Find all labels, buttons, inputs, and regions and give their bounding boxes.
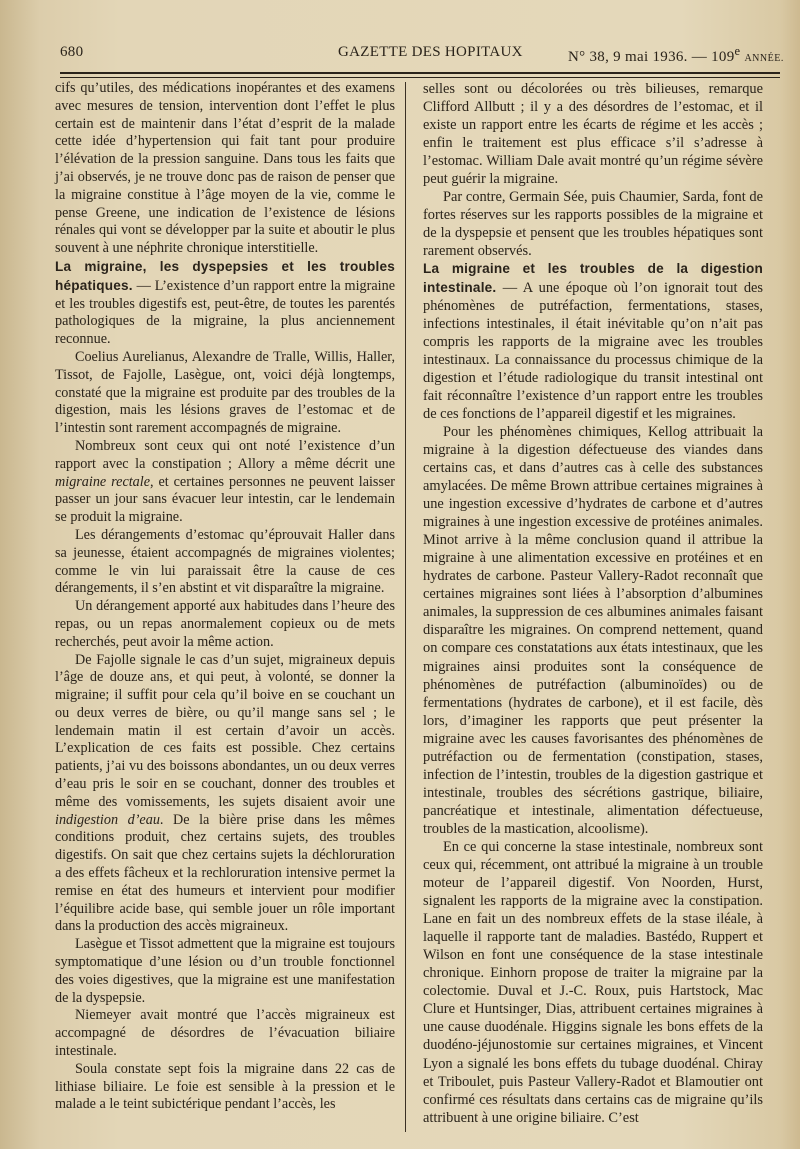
header-rule xyxy=(60,72,780,74)
paragraph: Coelius Aurelianus, Alexandre de Tralle, Willis, Haller, Tissot, de Fajolle, Lasègue, ont, voici déjà longtemps, constaté que la migraine est produite par des troubles de la digestion, mais les lésions graves de l’estomac et de l’intestin sont rarement accompagnés de migraine. xyxy=(55,348,395,437)
issue-text: N° 38, 9 mai 1936. — 109 xyxy=(568,49,735,65)
page-number: 680 xyxy=(60,44,84,60)
paragraph: En ce qui concerne la stase intestinale, nombreux sont ceux qui, récemment, ont attribué la migraine à un trouble moteur de l’appareil digestif. Von Noorden, Hurst, signalent les rapports de la migraine avec la constipation. Lane en fait un des nombreux effets de la stase iléale, à laquelle il rapporte tant de maladies. Bastédo, Ruppert et Wilson en font une conséquence de la stase intestinale chronique. Einhorn propose de traiter la migraine par la colectomie. Duval et J.-C. Roux, puis Hartstock, Mac Clure et Huntsinger, Dias, attribuent certaines migraines à une cause duodénale. Higgins signale les bons effets de la duodéno-jéjunostomie sur certaines migraines, et Vincent Lyon a signalé les bons effets du tubage duodénal. Chiray et Triboulet, puis Pasteur Vallery-Radot et Blamoutier ont confirmé ces résultats dans certains cas de migraine qu’ils attribuent à une origine biliaire. C’est xyxy=(423,838,763,1126)
italic-text: migraine rectale xyxy=(55,473,151,490)
paragraph: Un dérangement apporté aux habitudes dans l’heure des repas, ou un repas anormalement copieux ou de mets recherchés, peut avoir la même action. xyxy=(55,598,395,650)
paragraph xyxy=(55,652,395,937)
paragraph: cifs qu’utiles, des médications inopérantes et des examens avec mesures de tension, intervention dont l’effet le plus certain est de maintenir dans l’état d’esprit de la malade cette idée d’hypertension qui fait tant pour produire l’élévation de la pression sanguine. Dans tous les faits que j’ai observés, je ne trouve donc pas de raison de penser que la migraine constitue à l’âge moyen de la vie, comme le pense Greene, une indication de l’existence de lésions rénales qui vont se développer par la suite et aboutir le plus souvent à une néphrite chronique interstitielle. xyxy=(55,80,395,257)
right-column xyxy=(423,80,763,1127)
section-title: La migraine et les troubles de la digestion intestinale. xyxy=(423,261,763,295)
paragraph: Les dérangements d’estomac qu’éprouvait Haller dans sa jeunesse, étaient accompagnés de migraines violentes; comme le vin lui paraissait être la cause de ces dérangements, il s’en abstint et vit disparaître la migraine. xyxy=(55,526,395,597)
page-header xyxy=(60,44,785,66)
paragraph: selles sont ou décolorées ou très bilieuses, remarque Clifford Allbutt ; il y a des désordres de l’estomac, et il existe un rapport entre les écarts de régime et les accès ; enfin le traitement est plus efficace s’il s’adresse à l’estomac. William Dale avait montré qu’un régime sévère peut guérir la migraine. xyxy=(423,81,763,188)
header-rule-thin xyxy=(60,77,780,78)
section-body: — L’existence d’un rapport entre la migraine et les troubles digestifs est, peut-être, de toutes les parentés pathologiques de la migraine, la plus anciennement reconnue. xyxy=(55,277,395,348)
paragraph: Niemeyer avait montré que l’accès migraineux est accompagné de désordres de l’évacuation biliaire intestinale. xyxy=(55,1007,395,1060)
section-title: La migraine, les dyspepsies et les troubles hépatiques. xyxy=(55,258,395,293)
text-run: . De la bière prise dans les mêmes conditions produit, chez certains sujets, des troubles digestifs. On sait que chez certains sujets la déchloruration a des effets fâcheux et la rechloruration intensive permet la remise en état des humeurs et intervient pour modifier l’équilibre acide base, qui semble jouer un rôle important dans la production des accès migraineux. xyxy=(55,811,396,935)
text-run: , et certaines personnes ne peuvent laisser passer un jour sans évacuer leur intestin, car le lendemain se produit la migraine. xyxy=(55,473,395,526)
issue-info xyxy=(568,44,784,66)
left-column xyxy=(55,80,395,1114)
italic-text: indigestion d’eau xyxy=(55,811,160,828)
issue-sup: e xyxy=(734,44,741,58)
section-body: — A une époque où l’on ignorait tout des phénomènes de putréfaction, fermentations, stases, infections intestinales, il était inévitable qu’on n’ait pas compris les rapports de la migraine avec les troubles intestinaux. La connaissance du processus chimique de la digestion et l’étude radiologique du transit intestinal ont fait réconnaître l’existence d’un rapport entre les troubles de ces fonctions de l’appareil digestif et les migraines. xyxy=(423,279,763,422)
paragraph: Lasègue et Tissot admettent que la migraine est toujours symptomatique d’une lésion ou d’un trouble fonctionnel des voies digestives, que la migraine est une manifestation de la dyspepsie. xyxy=(55,936,395,1006)
text-run: Nombreux sont ceux qui ont noté l’existence d’un rapport avec la constipation ; Allory a même décrit une xyxy=(55,437,395,472)
text-run: De Fajolle signale le cas d’un sujet, migraineux depuis l’âge de douze ans, et qui peut, à volonté, se donner la migraine; il suffit pour cela qu’il boive en se couchant un ou deux verres de bière, ou qu’il mange sans sel ; le lendemain matin il est certain d’avoir un accès. L’explication de ces faits est possible. Chez certains patients, j’ai vu des boissons abondantes, un ou deux verres d’eau pris le soir en se couchant, donner des troubles et même des vomissements, les sujets disaient avoir une xyxy=(55,651,395,810)
paragraph: Soula constate sept fois la migraine dans 22 cas de lithiase biliaire. Le foie est sensible à la pression et le malade a le teint subictérique pendant l’accès, les xyxy=(55,1060,395,1113)
journal-title: GAZETTE DES HOPITAUX xyxy=(338,44,523,60)
paragraph: Pour les phénomènes chimiques, Kellog attribuait la migraine à la digestion défectueuse des viandes dans certains cas, et dans d’autres cas à celle des substances amylacées. De même Brown attribue certaines migraines à une ingestion excessive d’hydrates de carbone et d’autres migraines à une ingestion excessive de protéines animales. Minot arrive à la même conclusion quand il attribue la migraine à une alimentation excessive en protéines et en hydrates de carbone. Pasteur Vallery-Radot reconnaît que certaines migraines sont liées à l’absorption d’albumines animales, la suppression de ces albumines animales faisant disparaître les migraines. On comprend nettement, quand on compare ces constatations aux états intestinaux, que les migraines ainsi produites sont la conséquence de phénomènes de putréfaction (albuminoïdes) ou de fermentations (hydrates de carbone), et il est facile, dès lors, d’imaginer les rapports que peut présenter la migraine avec les causes favorisantes des phénomènes de putréfaction ou de fermentation (constipation, stases, infection de l’intestin, troubles de la digestion gastrique et intestinale, troubles des sécrétions gastrique, biliaire, pancréatique et intestinale, alimentation défectueuse, troubles de la mastication, alcoolisme). xyxy=(423,423,763,837)
issue-annee: ANNÉE. xyxy=(744,53,784,64)
paragraph: Par contre, Germain Sée, puis Chaumier, Sarda, font de fortes réserves sur les rapports possibles de la migraine et de la dyspepsie et pensent que les troubles hépatiques sont rarement observés. xyxy=(423,189,763,260)
paragraph xyxy=(55,438,395,527)
column-divider xyxy=(405,82,406,1132)
